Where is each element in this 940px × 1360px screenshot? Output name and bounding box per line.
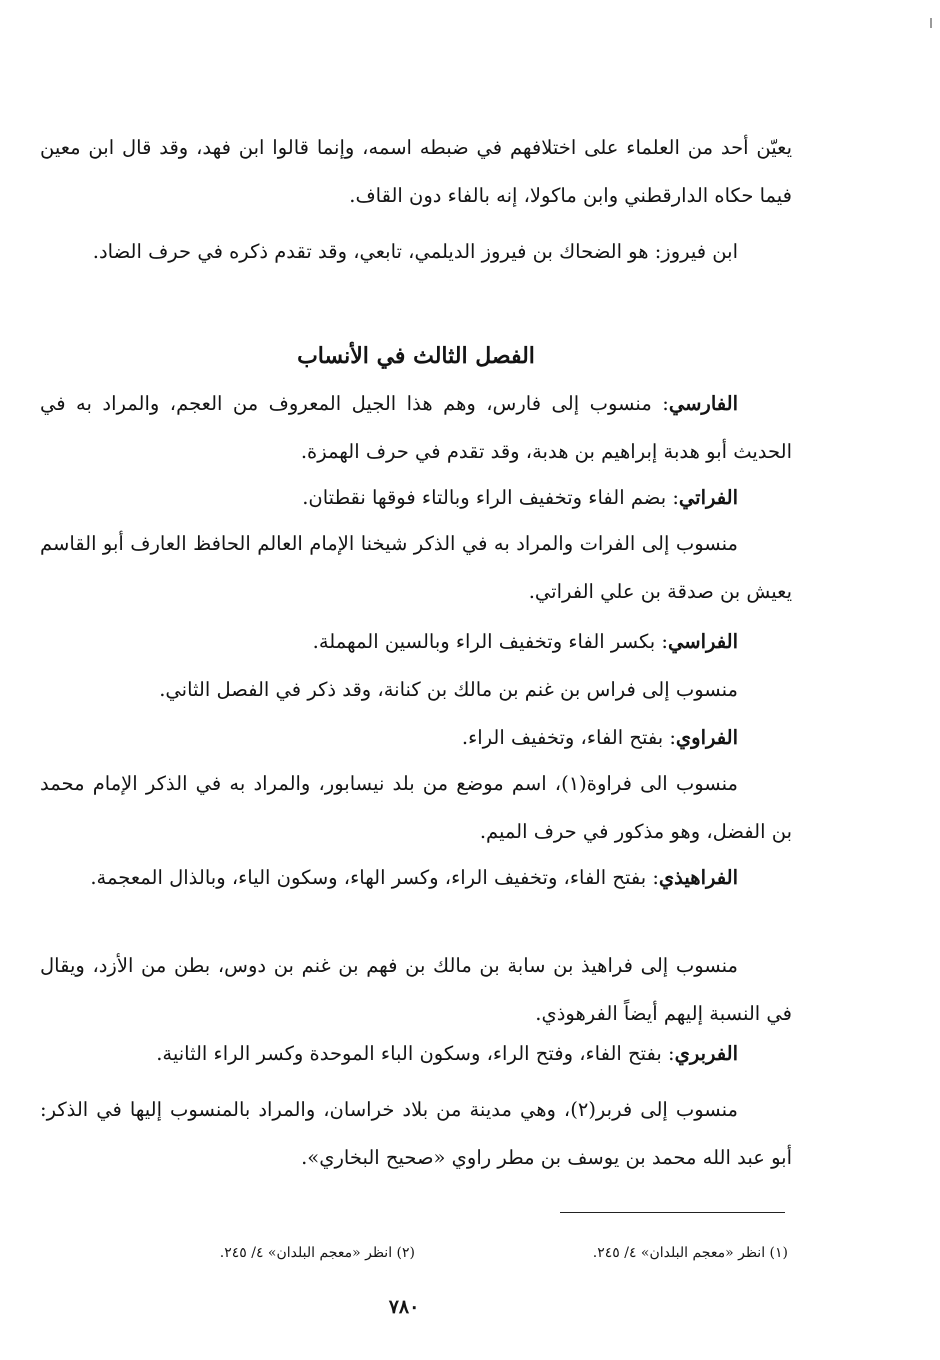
- entry-text: : بضم الفاء وتخفيف الراء وبالتاء فوقها نقطتان.: [302, 486, 679, 509]
- entry-text: : بفتح الفاء، وتخفيف الراء.: [461, 726, 676, 749]
- paragraph-text: منسوب الى فراوة(١)، اسم موضع من بلد نيسابور، والمراد به في الذكر الإمام محمد بن الفضل، وهو مذكور في حرف الميم.: [40, 772, 792, 843]
- entry-term: الفراهيذي: [658, 866, 738, 889]
- paragraph-text: منسوب إلى فراهيذ بن سابة بن مالك بن فهم بن غنم بن دوس، بطن من الأزد، ويقال في النسبة إليهم أيضاً الفرهوذي.: [40, 954, 792, 1025]
- paragraph-text: يعيّن أحد من العلماء على اختلافهم في ضبطه اسمه، وإنما قالوا ابن فهد، وقد قال ابن معين فيما حكاه الدارقطني وابن ماكولا، إنه بالفاء دون القاف.: [40, 136, 792, 207]
- paragraph-text: ابن فيروز: هو الضحاك بن فيروز الديلمي، تابعي، وقد تقدم ذكره في حرف الضاد.: [92, 240, 738, 263]
- paragraph-text: منسوب إلى فراس بن غنم بن مالك بن كنانة، وقد ذكر في الفصل الثاني.: [159, 678, 738, 701]
- entry-text: : بكسر الفاء وتخفيف الراء وبالسين المهملة.: [312, 630, 668, 653]
- paragraph-al-furawi-attribution: [40, 760, 792, 856]
- paragraph-ibn-fairuz: [40, 228, 792, 276]
- chapter-title: الفصل الثالث في الأنساب: [297, 343, 535, 369]
- footnote-2: (٢) انظر «معجم البلدان» ٤/ ٢٤٥.: [219, 1245, 415, 1261]
- entry-al-farisi: [40, 380, 792, 476]
- page-number: ٧٨٠: [388, 1296, 420, 1318]
- entry-al-furawi: [40, 714, 792, 762]
- scan-artifact-mark: [930, 18, 932, 28]
- paragraph-al-furati-attribution: [40, 520, 792, 616]
- paragraph-continued-entry: [40, 124, 792, 220]
- footnote-1: (١) انظر «معجم البلدان» ٤/ ٢٤٥.: [592, 1245, 788, 1261]
- entry-al-firasi: [40, 618, 792, 666]
- entry-al-firabri: [40, 1030, 792, 1078]
- footnote-separator: [560, 1212, 785, 1213]
- paragraph-al-firasi-attribution: [40, 666, 792, 714]
- entry-term: الفارسي: [668, 392, 738, 415]
- entry-text: : منسوب إلى فارس، وهم هذا الجيل المعروف من العجم، والمراد به في الحديث أبو هدبة إبراهيم بن هدبة، وقد تقدم في حرف الهمزة.: [40, 392, 792, 463]
- entry-term: الفراسي: [668, 630, 738, 653]
- entry-al-farahidhi: [40, 854, 792, 902]
- paragraph-al-farahidhi-attribution: [40, 942, 792, 1038]
- paragraph-al-firabri-attribution: [40, 1086, 792, 1182]
- entry-text: : بفتح الفاء، وفتح الراء، وسكون الباء الموحدة وكسر الراء الثانية.: [156, 1042, 675, 1065]
- entry-term: الفراتي: [678, 486, 738, 509]
- entry-term: الفربري: [674, 1042, 738, 1065]
- paragraph-text: منسوب إلى الفرات والمراد به في الذكر شيخنا الإمام العالم الحافظ العارف أبو القاسم يعيش بن صدقة بن علي الفراتي.: [40, 532, 792, 603]
- paragraph-text: منسوب إلى فربر(٢)، وهي مدينة من بلاد خراسان، والمراد بالمنسوب إليها في الذكر: أبو عبد الله محمد بن يوسف بن مطر راوي «صحيح البخاري».: [40, 1098, 792, 1169]
- entry-term: الفراوي: [675, 726, 738, 749]
- entry-al-furati: [40, 474, 792, 522]
- entry-text: : بفتح الفاء، وتخفيف الراء، وكسر الهاء، وسكون الياء، وبالذال المعجمة.: [90, 866, 659, 889]
